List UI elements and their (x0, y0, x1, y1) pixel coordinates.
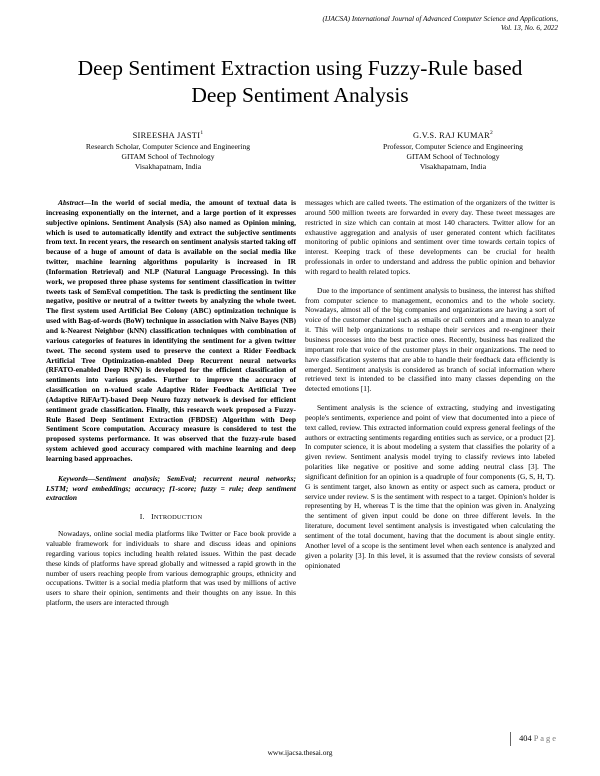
author-sup-2: 2 (489, 130, 494, 136)
footer-url: www.ijacsa.thesai.org (267, 748, 333, 757)
author-block-1 (48, 128, 288, 173)
page-number-label: P a g e (533, 734, 556, 743)
intro-paragraph-2: Due to the importance of sentiment analysis to business, the interest has shifted from computer science to management, economics and to the whole society. Nowadays, almost all of the big companies and organizations are having a sort of voice of the customer channel such as emails or call centers and a mean to analyze it. This will help organizations to reshape their services and re-engineer their business processes into the best practice ones. Recently, business has realized the important role that voice of the customer plays in their organizations. The need to have classification systems that are able to handle their feedback data efficiently is emerged. Sentiment analysis is considered as branch of social information where retrieved text is intended to be classified into many classes depending on the detected emotions [1]. (305, 285, 555, 394)
paper-title-line2: Deep Sentiment Analysis (191, 83, 409, 107)
right-column (305, 198, 555, 570)
journal-name: (IJACSA) International Journal of Advanced Computer Science and Applications, (322, 15, 558, 23)
intro-paragraph-1-continued: messages which are called tweets. The estimation of the organizers of the twitter is around 500 million tweets are forwarded in every day. These tweet messages are restricted in size which can contain at most 140 characters. Twitter allow for an exhaustive aggregation and analysis of user generated content which facilitates monitoring of public opinions and sentiment over time towards certain topics of interest. Keeping track of these developments can be crucial for health professionals in order to understand and address the public opinion and behavior with regard to health related topics. (305, 198, 555, 276)
journal-header (158, 15, 558, 33)
author-affiliation-2: Professor, Computer Science and Engineering (383, 142, 523, 151)
page-number-value: 404 (519, 734, 532, 743)
author-affiliation-1: Research Scholar, Computer Science and Engineering (85, 142, 251, 151)
section-initial: I (151, 512, 154, 522)
abstract (46, 198, 296, 464)
page-number-divider (510, 732, 511, 746)
paper-title (40, 55, 560, 109)
author-school-1: GITAM School of Technology (121, 152, 215, 162)
intro-paragraph-3: Sentiment analysis is the science of extracting, studying and investigating people's sentiments, experience and point of view that documented into a piece of text called, review. This extracted information could express general feelings of the authors or extracting sentiments regarding entities such as service, or a product [2]. In computer science, it is about modeling a system that classifies the polarity of a given review. Sentiment analysis model trying to classify reviews into labeled polarities like negative or positive and some adding neutral class [3]. The significant definition for an opinion is a quadruple of four components (G, S, H, T). G is sentiment target, also known as entity or aspect such as camera, product or service under review. S is the sentiment with respect to a target. Opinion's holder is representing by H, whereas T is the time that the opinion was given in. Analyzing the sentiment of given input could be done on three different levels. In the literature, document level sentiment analysis is investigated when calculating the sentiment of the total document, having that the document is about single entity. Another level of a scope is the sentiment level when each sentence is analyzed and given a polarity [3]. In this level, it is assumed that the review consists of several opinionated (305, 403, 555, 570)
author-name-2 (333, 128, 573, 141)
keywords: Keywords—Sentiment analysis; SemEval; recurrent neural networks; LSTM; word embeddings; accuracy; f1-score; fuzzy = rule; deep sentiment extraction (46, 473, 296, 503)
abstract-lead: Abstract (58, 198, 84, 207)
author-location-2: Visakhapatnam, India (419, 162, 487, 172)
section-numeral: I. (139, 512, 145, 522)
section-title-rest: NTRODUCTION (153, 514, 203, 522)
abstract-text: —In the world of social media, the amount of textual data is increasing exponentially on the internet, and a large portion of it expresses subjective opinions. Sentiment Analysis (SA) also named as Opinion mining, which is used to automatically identify and extract the subjective sentiments from text. In recent years, the research on sentiment analysis started taking off because of a huge of amount of data is available on the social media like twitter, machine learning algorithms popularity is increased in IR (Information Retrieval) and NLP (Natural Language Processing). In this work, we proposed three phase systems for sentiment classification in twitter tweets task of SemEval competition. The task is predicting the sentiment like negative, positive or neutral of a twitter tweets by analyzing the whole tweet. The first system used Artificial Bee Colony (ABC) optimization technique is used with Bag-of-words (BoW) technique in association with Naïve Bayes (NB) and k-Nearest Neighbor (kNN) classification techniques with combination of various categories of features in identifying the sentiment for a given twitter tweet. The second system used to preserve the context a Rider Feedback Artificial Tree Optimization-enabled Deep Recurrent neural networks (RFATO-enabled Deep RNN) is developed for the efficient classification of sentiments into various grades. Further to improve the accuracy of classification on n-valued scale Adaptive Rider Feedback Artificial Tree (Adaptive RiFArT)-based Deep Neuro fuzzy network is devised for efficient sentiment grade classification. Finally, this research work proposed a Fuzzy-Rule Based Deep Sentiment Extraction (FBDSE) Algorithm with Deep Sentiment Score computation. Accuracy measure is considered to test the proposed systems performance. It was observed that the fuzzy-rule based system achieved good accuracy compared with machine learning and deep learning based approaches. (46, 198, 296, 463)
author-name-2-text: G.V.S. RAJ KUMAR (412, 130, 490, 140)
author-sup-1: 1 (200, 130, 204, 136)
left-column (46, 198, 296, 608)
author-block-2 (333, 128, 573, 173)
author-location-1: Visakhapatnam, India (134, 162, 202, 172)
author-school-2: GITAM School of Technology (406, 152, 500, 162)
page-number (519, 734, 556, 743)
author-name-1 (48, 128, 288, 141)
journal-volume: Vol. 13, No. 6, 2022 (500, 24, 558, 32)
author-name-1-text: SIREESHA JASTI (132, 130, 201, 140)
section-heading-introduction (46, 512, 296, 523)
intro-paragraph-1: Nowadays, online social media platforms like Twitter or Face book provide a valuable framework for individuals to share and discuss ideas and opinions regarding various topics including health related issues. Within the past decade these kinds of platforms have spread globally and witnessed a rapid growth in the number of users reaching people from various demographic groups, ethnicity and occupations. Twitter is a social media platform that was used by millions of active users to share their opinion, sentiments and their thoughts on any issue. In this platform, the users are interacted through (46, 529, 296, 608)
paper-title-line1: Deep Sentiment Extraction using Fuzzy-Rule based (77, 56, 523, 80)
